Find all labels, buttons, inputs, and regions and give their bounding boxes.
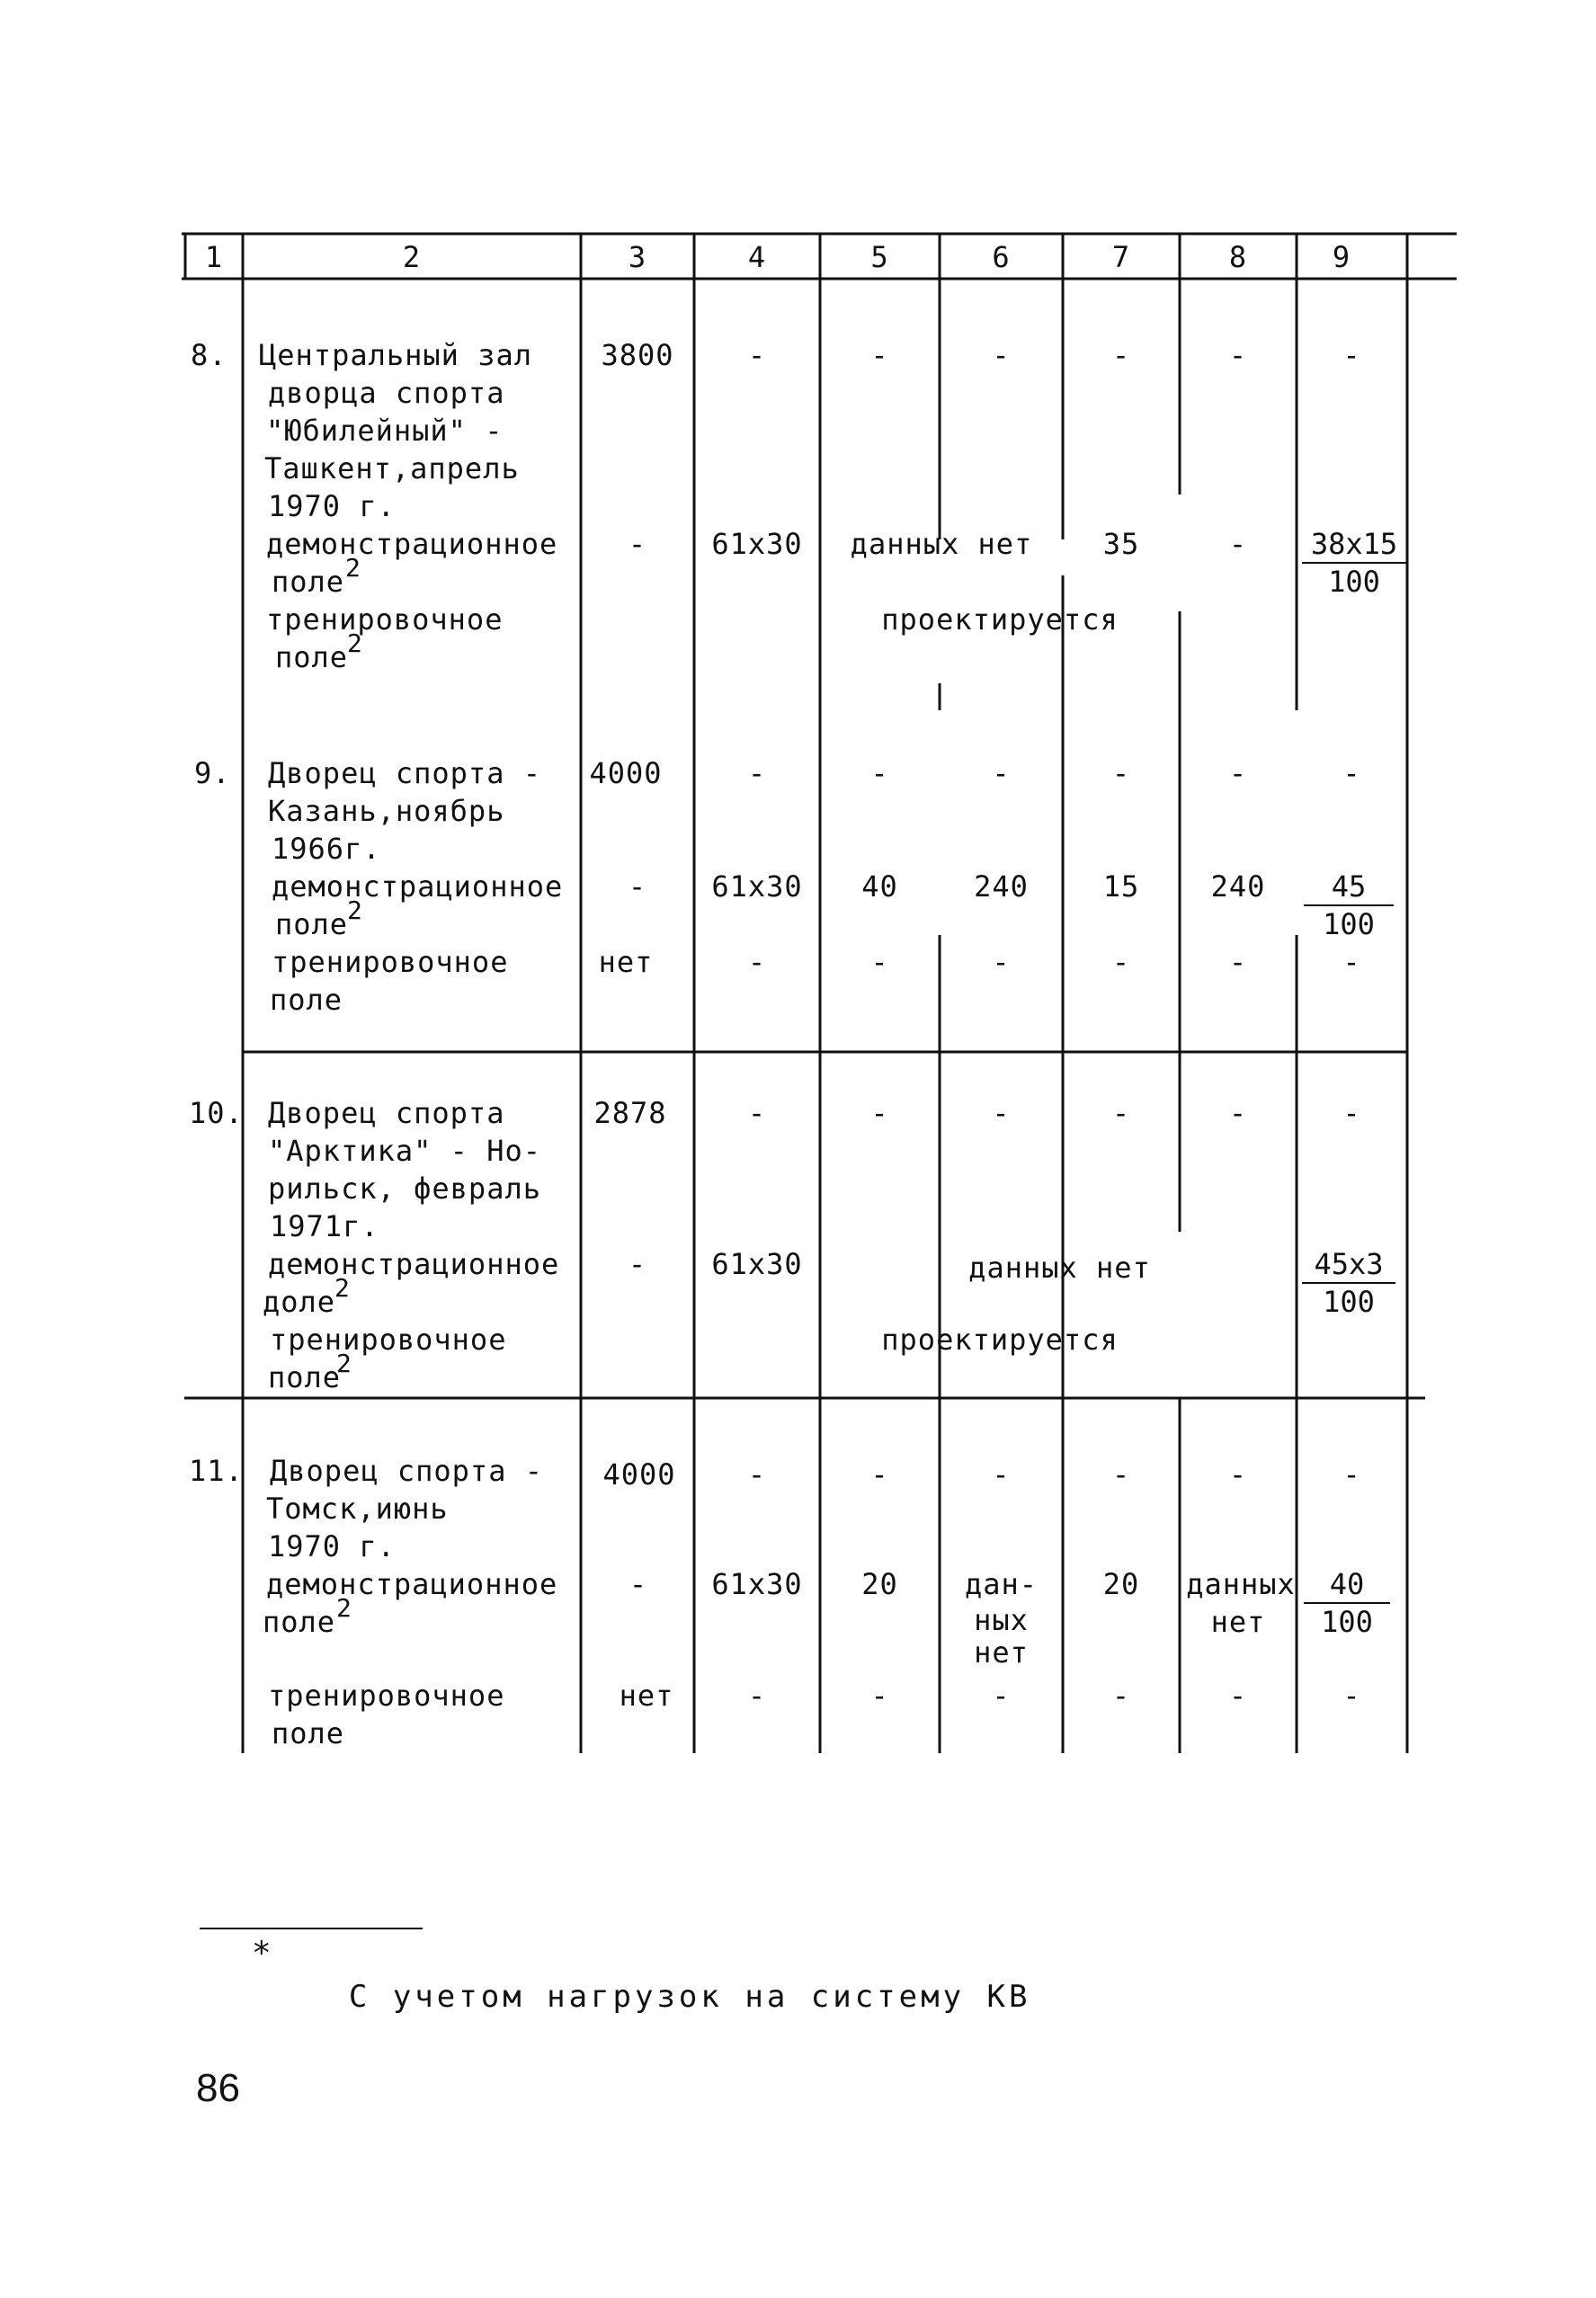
fraction-value bbox=[1304, 1566, 1390, 1640]
row-number: 11. bbox=[189, 1454, 244, 1488]
footnote bbox=[252, 1935, 1031, 2053]
row-name-line: Дворец спорта - bbox=[268, 756, 541, 790]
cell-dash: - bbox=[870, 1457, 889, 1492]
cell-dash: - bbox=[1342, 1096, 1361, 1130]
cell-dash: - bbox=[1228, 338, 1248, 372]
cell-value: 240 bbox=[974, 869, 1029, 904]
cell-dash: - bbox=[747, 945, 767, 979]
training-field-label: тренировочное bbox=[266, 602, 504, 637]
fraction-value bbox=[1302, 1246, 1395, 1320]
demo-field-label: поле bbox=[272, 565, 345, 599]
cell-dash: - bbox=[870, 1096, 889, 1130]
page-number: 86 bbox=[196, 2066, 240, 2110]
row-name-line: рильск, февраль bbox=[268, 1171, 541, 1206]
cell-dash: - bbox=[1228, 1096, 1248, 1130]
no-data-line: ных bbox=[974, 1603, 1029, 1637]
cell-dash: - bbox=[1342, 1679, 1361, 1713]
cell-dash: - bbox=[1111, 338, 1131, 372]
no-data-note: данных нет bbox=[850, 527, 1033, 561]
cell-dash: - bbox=[628, 527, 647, 561]
superscript: 2 bbox=[336, 1593, 352, 1623]
cell-dash: - bbox=[870, 945, 889, 979]
fraction-denominator: 100 bbox=[1321, 1605, 1373, 1639]
fraction-numerator: 38x15 bbox=[1302, 526, 1406, 564]
header-col-8: 8 bbox=[1228, 240, 1248, 274]
row-name-line: 1970 г. bbox=[268, 1529, 396, 1563]
demo-field-label: поле bbox=[263, 1605, 336, 1639]
demo-field-label: поле bbox=[275, 907, 349, 941]
row-number: 9. bbox=[194, 756, 231, 790]
cell-dash: - bbox=[1111, 1457, 1131, 1492]
capacity-value: 4000 bbox=[602, 1457, 676, 1492]
cell-value: 20 bbox=[1102, 1567, 1140, 1601]
training-field-label: тренировочное bbox=[270, 1323, 507, 1357]
cell-dash: - bbox=[1111, 1679, 1131, 1713]
no-data-line: нет bbox=[974, 1635, 1029, 1670]
row-number: 8. bbox=[191, 338, 227, 372]
header-col-9: 9 bbox=[1332, 240, 1351, 274]
cell-dash: - bbox=[1228, 1679, 1248, 1713]
designed-note: проектируется bbox=[881, 1323, 1119, 1357]
header-col-1: 1 bbox=[204, 240, 224, 274]
header-col-4: 4 bbox=[747, 240, 767, 274]
fraction-numerator: 45 bbox=[1304, 868, 1394, 906]
demo-field-label: демонстрационное bbox=[268, 1247, 560, 1281]
row-name-line: 1970 г. bbox=[268, 489, 396, 523]
superscript: 2 bbox=[336, 1349, 352, 1378]
field-size: 61x30 bbox=[711, 527, 803, 561]
designed-note: проектируется bbox=[881, 602, 1119, 637]
row-name-line: "Юбилейный" - bbox=[266, 414, 504, 448]
capacity-value: 4000 bbox=[589, 756, 663, 790]
training-field-label: поле bbox=[270, 983, 343, 1017]
cell-dash: - bbox=[1228, 945, 1248, 979]
cell-dash: - bbox=[1342, 945, 1361, 979]
cell-dash: - bbox=[1228, 756, 1248, 790]
row-name-line: дворца спорта bbox=[268, 376, 505, 410]
header-col-3: 3 bbox=[628, 240, 647, 274]
fraction-denominator: 100 bbox=[1323, 907, 1375, 941]
capacity-value: 3800 bbox=[601, 338, 674, 372]
cell-no: нет bbox=[619, 1679, 674, 1713]
row-name-line: Томск,июнь bbox=[266, 1492, 449, 1526]
row-name-line: Ташкент,апрель bbox=[264, 451, 520, 485]
cell-dash: - bbox=[747, 1679, 767, 1713]
cell-dash: - bbox=[747, 756, 767, 790]
no-data-note: данных нет bbox=[968, 1251, 1151, 1285]
cell-dash: - bbox=[1228, 527, 1248, 561]
fraction-numerator: 45x3 bbox=[1302, 1246, 1395, 1284]
superscript: 2 bbox=[347, 895, 363, 925]
cell-dash: - bbox=[629, 1567, 648, 1601]
cell-dash: - bbox=[1111, 945, 1131, 979]
training-field-label: поле bbox=[275, 640, 349, 674]
cell-dash: - bbox=[628, 1247, 647, 1281]
training-field-label: поле bbox=[272, 1716, 345, 1750]
fraction-value bbox=[1304, 868, 1394, 942]
cell-dash: - bbox=[1228, 1457, 1248, 1492]
cell-dash: - bbox=[1111, 1096, 1131, 1130]
cell-dash: - bbox=[870, 756, 889, 790]
header-col-6: 6 bbox=[992, 240, 1011, 274]
cell-value: 20 bbox=[861, 1567, 898, 1601]
no-data-line: данных bbox=[1186, 1567, 1296, 1601]
cell-dash: - bbox=[992, 338, 1011, 372]
cell-value: 35 bbox=[1102, 527, 1140, 561]
cell-dash: - bbox=[992, 756, 1011, 790]
row-name-line: Дворец спорта - bbox=[270, 1454, 543, 1488]
footnote-text: С учетом нагрузок на систему КВ bbox=[348, 1979, 1031, 2015]
cell-dash: - bbox=[870, 338, 889, 372]
field-size: 61x30 bbox=[711, 1247, 803, 1281]
row-name-line: Центральный зал bbox=[259, 338, 532, 372]
cell-dash: - bbox=[747, 1457, 767, 1492]
field-size: 61x30 bbox=[711, 1567, 803, 1601]
header-col-5: 5 bbox=[870, 240, 889, 274]
footnote-rule bbox=[200, 1928, 423, 1929]
cell-value: 15 bbox=[1102, 869, 1140, 904]
demo-field-label: демонстрационное bbox=[272, 869, 564, 904]
capacity-value: 2878 bbox=[593, 1096, 667, 1130]
cell-dash: - bbox=[992, 1679, 1011, 1713]
cell-value: 240 bbox=[1210, 869, 1266, 904]
training-field-label: тренировочное bbox=[268, 1679, 505, 1713]
row-name-line: "Арктика" - Но- bbox=[268, 1134, 541, 1168]
cell-dash: - bbox=[1342, 338, 1361, 372]
cell-dash: - bbox=[747, 338, 767, 372]
row-name-line: 1971г. bbox=[270, 1209, 379, 1243]
superscript: 2 bbox=[347, 628, 363, 658]
superscript: 2 bbox=[334, 1273, 351, 1303]
no-data-line: нет bbox=[1210, 1605, 1266, 1639]
fraction-numerator: 40 bbox=[1304, 1566, 1390, 1604]
no-data-line: дан- bbox=[964, 1567, 1039, 1601]
cell-dash: - bbox=[992, 1096, 1011, 1130]
cell-no: нет bbox=[598, 945, 654, 979]
cell-dash: - bbox=[1111, 756, 1131, 790]
cell-dash: - bbox=[1342, 1457, 1361, 1492]
training-field-label: тренировочное bbox=[272, 945, 509, 979]
fraction-denominator: 100 bbox=[1323, 1285, 1375, 1319]
demo-field-label: доле bbox=[263, 1285, 336, 1319]
demo-field-label: демонстрационное bbox=[266, 527, 558, 561]
training-field-label: поле bbox=[268, 1360, 342, 1394]
cell-dash: - bbox=[992, 945, 1011, 979]
cell-value: 40 bbox=[861, 869, 898, 904]
header-col-7: 7 bbox=[1111, 240, 1131, 274]
row-number: 10. bbox=[189, 1096, 244, 1130]
superscript: 2 bbox=[345, 553, 361, 583]
row-name-line: Казань,ноябрь bbox=[268, 794, 505, 828]
cell-dash: - bbox=[870, 1679, 889, 1713]
row-name-line: Дворец спорта bbox=[268, 1096, 505, 1130]
field-size: 61x30 bbox=[711, 869, 803, 904]
cell-dash: - bbox=[628, 869, 647, 904]
footnote-star: * bbox=[252, 1935, 275, 1972]
demo-field-label: демонстрационное bbox=[266, 1567, 558, 1601]
cell-dash: - bbox=[747, 1096, 767, 1130]
header-col-2: 2 bbox=[402, 240, 422, 274]
cell-dash: - bbox=[1342, 756, 1361, 790]
cell-dash: - bbox=[992, 1457, 1011, 1492]
fraction-denominator: 100 bbox=[1328, 565, 1380, 599]
fraction-value bbox=[1302, 526, 1406, 600]
row-name-line: 1966г. bbox=[272, 832, 381, 866]
